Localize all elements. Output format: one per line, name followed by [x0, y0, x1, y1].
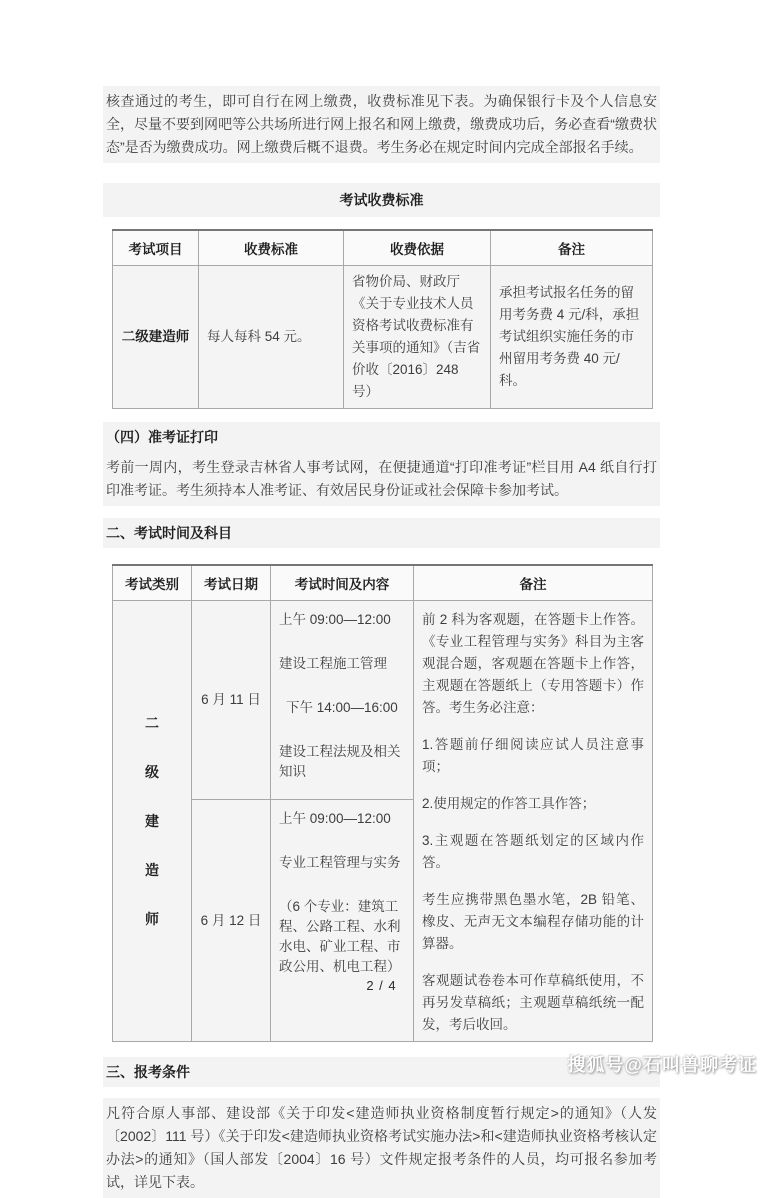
exam-date-cell-day1: 6 月 11 日: [192, 601, 271, 800]
fee-table-wrapper: [112, 229, 652, 409]
exam-notes-cell: [414, 601, 653, 1042]
exam-note-paragraph: 考生应携带黑色墨水笔，2B 铅笔、橡皮、无声无文本编程存储功能的计算器。: [422, 892, 644, 951]
exam-note-paragraph: 1.答题前仔细阅读应试人员注意事项；: [422, 737, 644, 774]
schedule-table-header-row: [113, 565, 653, 601]
exam-category-cell: [113, 601, 192, 1042]
fee-cell-note: 承担考试报名任务的留用考务费 4 元/科，承担考试组织实施任务的市州留用考务费 40 元/科。: [491, 266, 653, 409]
category-char: 建: [145, 813, 159, 829]
fee-table-row: [113, 266, 653, 409]
exam-subject-line: 建设工程施工管理: [279, 656, 387, 671]
fee-cell-project: 二级建造师: [113, 266, 199, 409]
exam-content-cell-day1: [271, 601, 414, 800]
fee-cell-standard: 每人每科 54 元。: [199, 266, 344, 409]
exam-category-vertical-text: [121, 713, 183, 929]
fee-table: [112, 229, 653, 409]
exam-session-line: 上午 09:00—12:00: [279, 811, 391, 827]
exam-note-paragraph: 前 2 科为客观题，在答题卡上作答。《专业工程管理与实务》科目为主客观混合题，客观题在答题卡上作答，主观题在答题纸上（专用答题卡）作答。考生务必注意：: [422, 612, 644, 715]
exam-note-paragraph: 客观题试卷卷本可作草稿纸使用，不再另发草稿纸；主观题草稿纸统一配发，考后收回。: [422, 973, 644, 1032]
admission-paragraph: 考前一周内，考生登录吉林省人事考试网，在便捷通道“打印准考证”栏目用 A4 纸自行打印准考证。考生须持本人准考证、有效居民身份证或社会保障卡参加考试。: [103, 452, 660, 506]
watermark-sohu-account: 搜狐号@石叫兽聊考证: [567, 1055, 757, 1075]
exam-subject-line: 建设工程法规及相关知识: [279, 744, 401, 779]
document-content: [103, 86, 660, 1198]
fee-cell-basis: 省物价局、财政厅《关于专业技术人员资格考试收费标准有关事项的通知》（吉省价收〔2016〕248 号）: [344, 266, 491, 409]
section-heading-admission-ticket: （四）准考证打印: [103, 422, 660, 452]
intro-paragraph: 核查通过的考生，即可自行在网上缴费，收费标准见下表。为确保银行卡及个人信息安全，尽量不要到网吧等公共场所进行网上报名和网上缴费，缴费成功后，务必查看“缴费状态”是否为缴费成功。网上缴费后概不退费。考生务必在规定时间内完成全部报名手续。: [103, 86, 660, 163]
exam-content-cell-day2: [271, 800, 414, 1042]
category-char: 级: [145, 764, 159, 780]
fee-standard-heading: 考试收费标准: [103, 183, 660, 217]
schedule-header-note: 备注: [414, 565, 653, 601]
exam-note-paragraph: 2.使用规定的作答工具作答；: [422, 796, 596, 811]
section-heading-exam-schedule: 二、考试时间及科目: [103, 518, 660, 548]
schedule-table: [112, 564, 653, 1042]
category-char: 造: [145, 862, 159, 878]
fee-table-header-standard: 收费标准: [199, 230, 344, 266]
schedule-header-category: 考试类别: [113, 565, 192, 601]
requirements-paragraph: 凡符合原人事部、建设部《关于印发<建造师执业资格制度暂行规定>的通知》（人发〔2002〕111 号）《关于印发<建造师执业资格考试实施办法>和<建造师执业资格考核认定办法>的通知》（国人部发〔2004〕16 号）文件规定报考条件的人员，均可报名参加考试，详见下表。: [103, 1098, 660, 1198]
exam-specialties-line: （6 个专业：建筑工程、公路工程、水利水电、矿业工程、市政公用、机电工程）: [279, 899, 401, 975]
fee-table-header-note: 备注: [491, 230, 653, 266]
schedule-header-date: 考试日期: [192, 565, 271, 601]
section-heading-requirements: 三、报考条件: [103, 1057, 660, 1087]
fee-table-header-row: [113, 230, 653, 266]
exam-note-paragraph: 3.主观题在答题纸划定的区域内作答。: [422, 833, 644, 870]
fee-table-header-project: 考试项目: [113, 230, 199, 266]
category-char: 二: [145, 715, 159, 731]
exam-date-cell-day2: 6 月 12 日: [192, 800, 271, 1042]
exam-session-line: 上午 09:00—12:00: [279, 612, 391, 627]
category-char: 师: [145, 911, 159, 927]
exam-subject-line: 专业工程管理与实务: [279, 855, 401, 871]
page-number: 2 / 4: [366, 978, 397, 993]
schedule-header-time-content: 考试时间及内容: [271, 565, 414, 601]
exam-session-line: 下午 14:00—16:00: [286, 700, 398, 715]
schedule-table-wrapper: [112, 564, 652, 1042]
fee-table-header-basis: 收费依据: [344, 230, 491, 266]
schedule-row-day1: [113, 601, 653, 800]
